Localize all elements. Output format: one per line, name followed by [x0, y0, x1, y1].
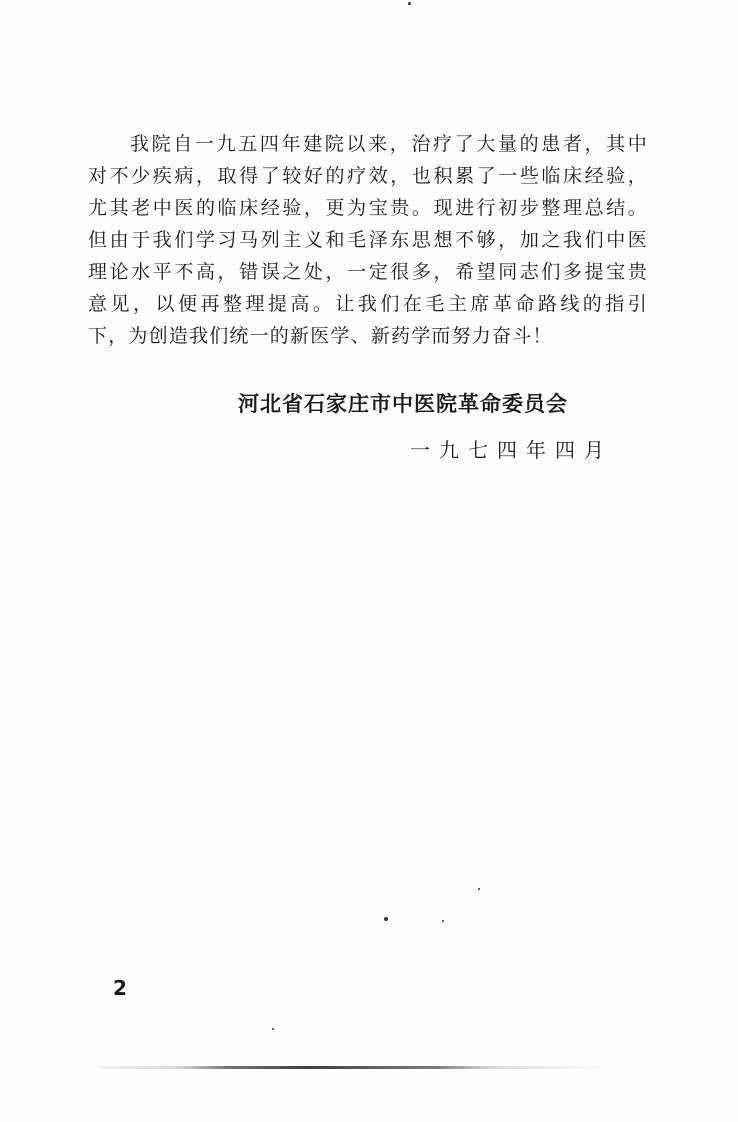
paragraph-line-7: 下，为创造我们统一的新医学、新药学而努力奋斗！	[88, 325, 553, 347]
scan-speck	[384, 917, 388, 921]
scan-speck	[442, 920, 444, 922]
paragraph-line-2: 对不少疾病，取得了较好的疗效，也积累了一些临床经验，	[88, 165, 648, 187]
paragraph-line-5: 理论水平不高，错误之处，一定很多，希望同志们多提宝贵	[88, 261, 648, 283]
signature-organization: 河北省石家庄市中医院革命委员会	[238, 391, 568, 416]
paragraph-line-1: 我院自一九五四年建院以来，治疗了大量的患者，其中	[130, 133, 648, 155]
signature-date: 一九七四年四月	[410, 438, 613, 462]
page-number: 2	[113, 976, 127, 1000]
scan-artifact-line	[100, 1066, 620, 1069]
paragraph-line-3: 尤其老中医的临床经验，更为宝贵。现进行初步整理总结。	[88, 197, 648, 219]
scan-speck	[478, 888, 480, 890]
preface-paragraph	[88, 128, 648, 352]
scan-speck	[272, 1028, 274, 1030]
paragraph-line-6: 意见，以便再整理提高。让我们在毛主席革命路线的指引	[88, 293, 648, 315]
paragraph-line-4: 但由于我们学习马列主义和毛泽东思想不够，加之我们中医	[88, 229, 648, 251]
scan-speck	[408, 2, 411, 5]
